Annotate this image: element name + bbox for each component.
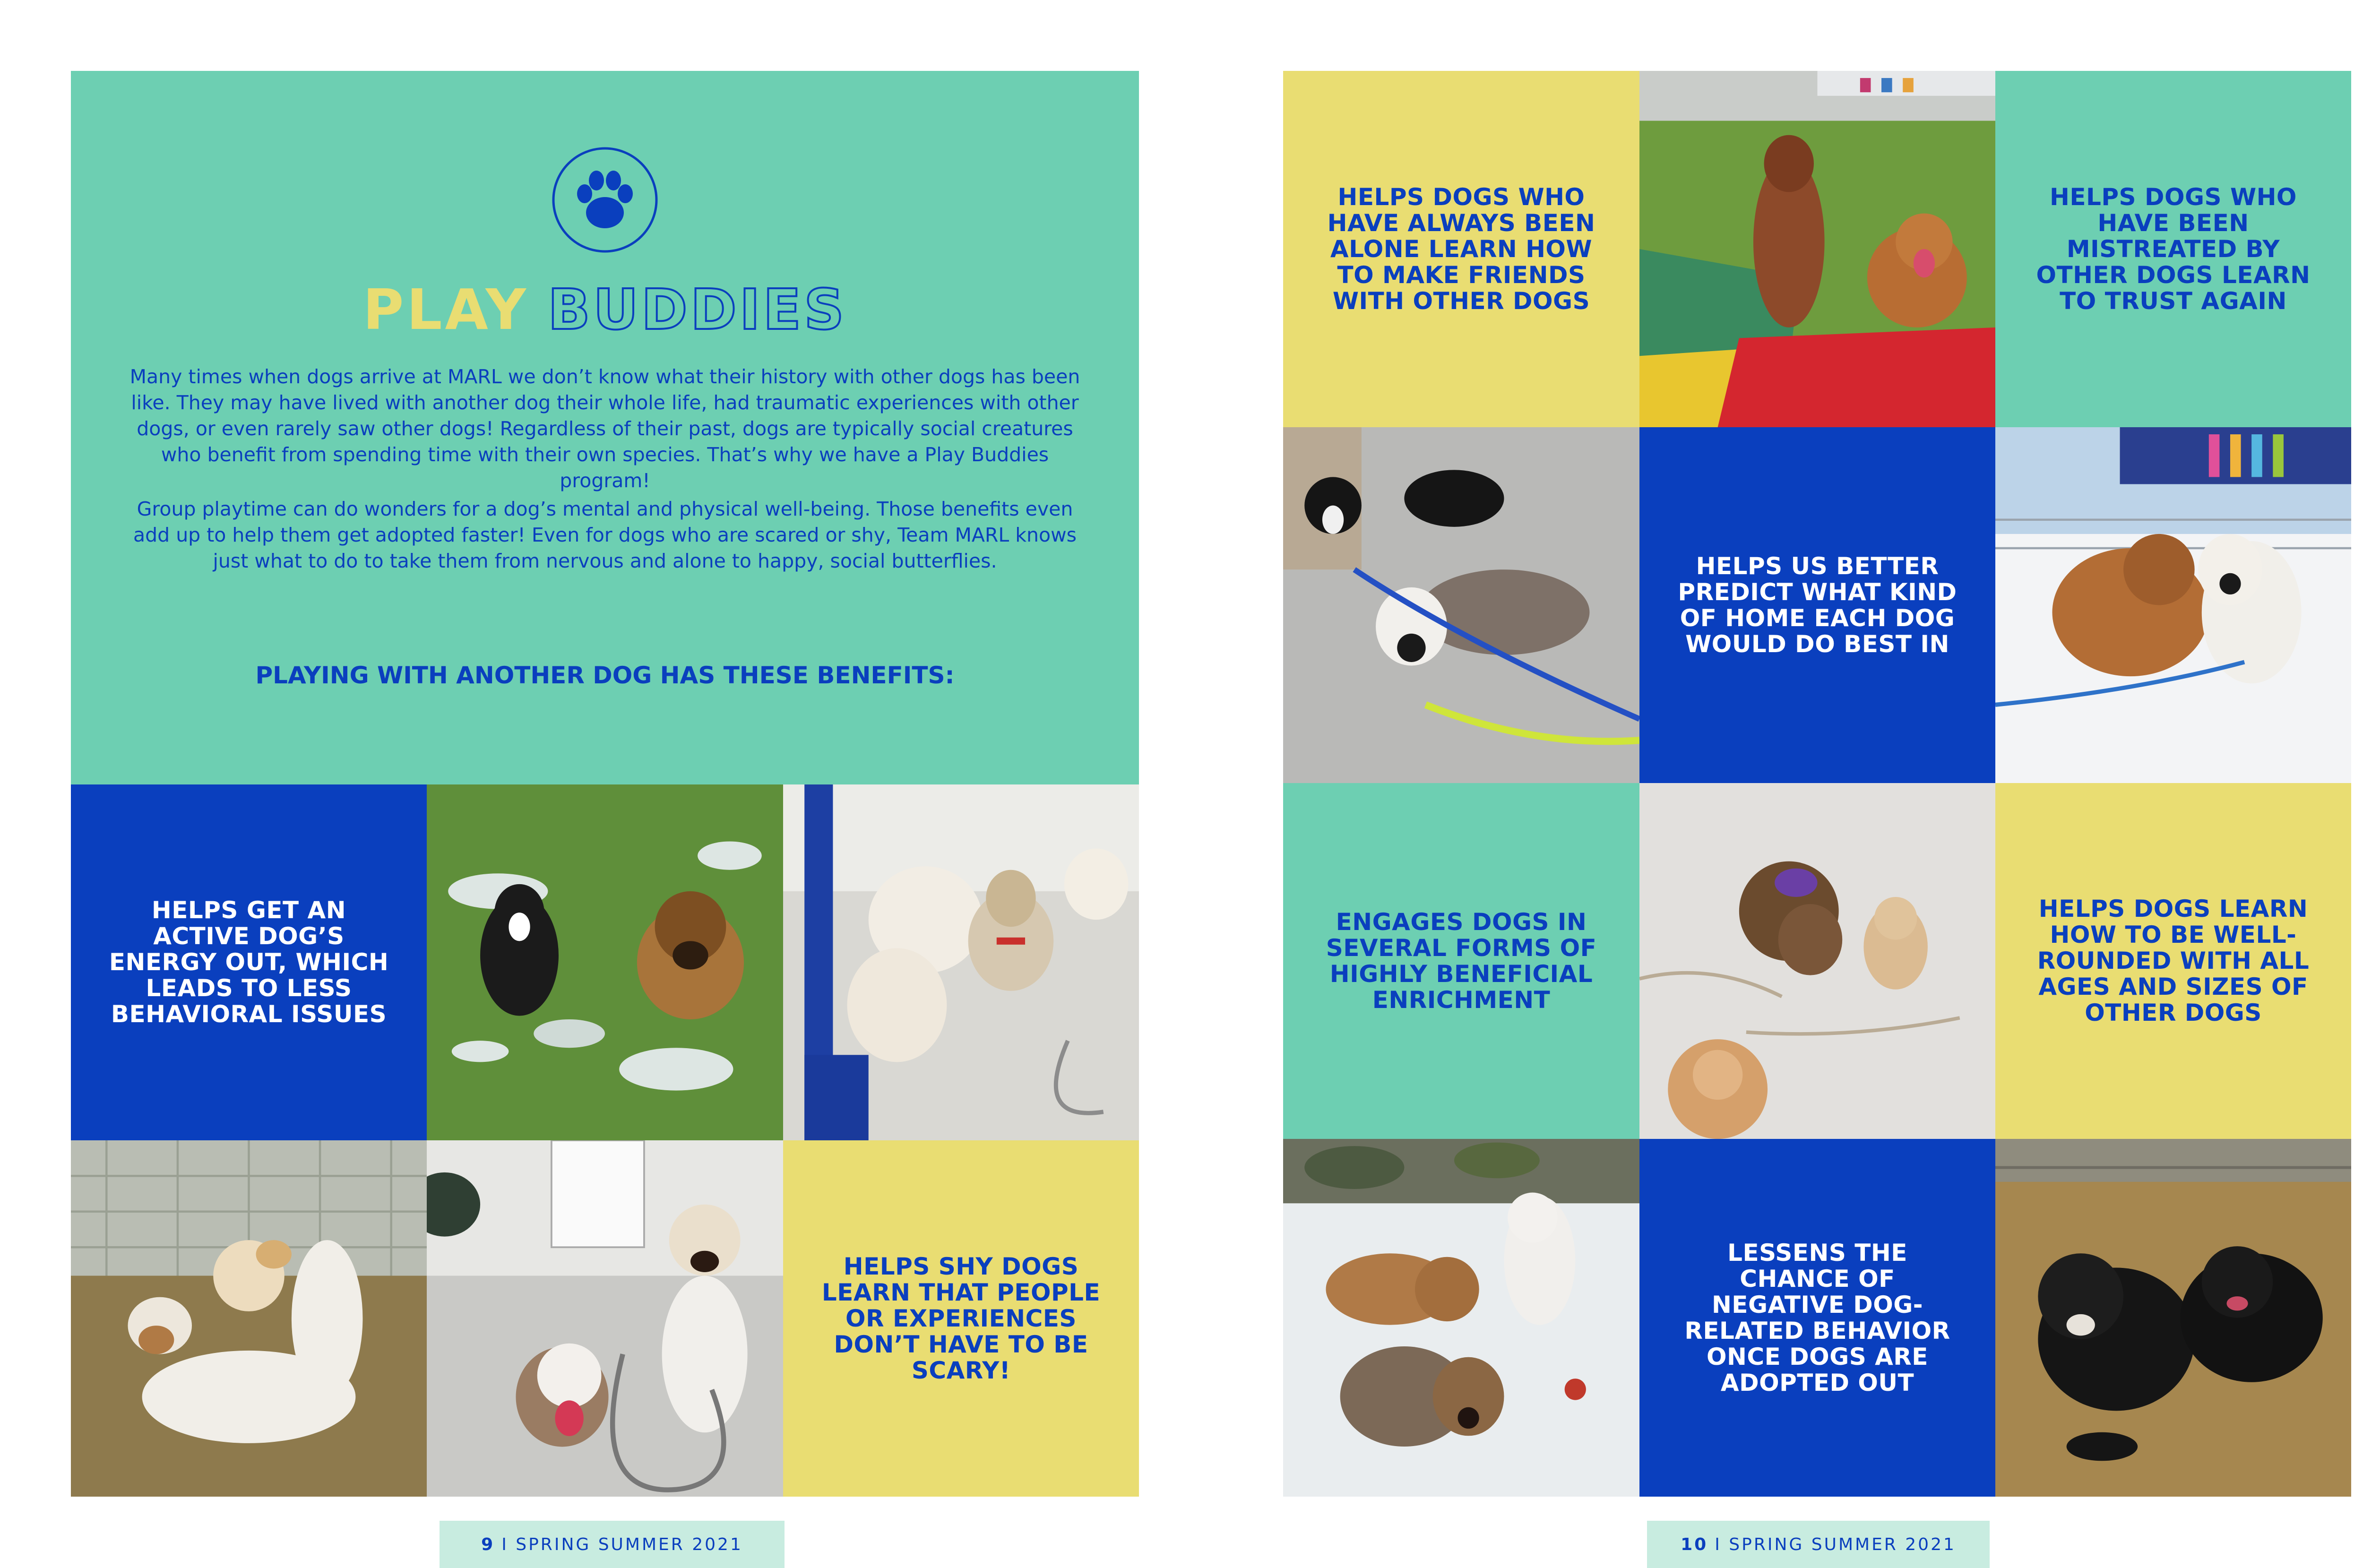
dogs-in-snow-photo (1995, 427, 2351, 783)
benefit-tile-enrichment: ENGAGES DOGS IN SEVERAL FORMS OF HIGHLY BENEFICIAL ENRICHMENT (1283, 783, 1639, 1139)
paw-print-icon (552, 146, 658, 253)
benefit-tile-shy-dogs: HELPS SHY DOGS LEARN THAT PEOPLE OR EXPERIENCES DON’T HAVE TO BE SCARY! (783, 1140, 1139, 1497)
page-title (71, 279, 1139, 340)
title-word-play: PLAY (362, 277, 529, 342)
benefits-heading: PLAYING WITH ANOTHER DOG HAS THESE BENEFITS: (255, 662, 955, 689)
title-word-buddies: BUDDIES (548, 277, 847, 342)
benefit-tile-predict-home: HELPS US BETTER PREDICT WHAT KIND OF HOME EACH DOG WOULD DO BEST IN (1639, 427, 1995, 783)
page-number: 10 (1681, 1534, 1708, 1554)
benefit-tile-trust-again: HELPS DOGS WHO HAVE BEEN MISTREATED BY OTHER DOGS LEARN TO TRUST AGAIN (1995, 71, 2351, 427)
page-number: 9 (481, 1534, 495, 1554)
two-dogs-on-grass-photo (427, 784, 783, 1140)
benefit-tile-negative-behavior: LESSENS THE CHANCE OF NEGATIVE DOG-RELATED BEHAVIOR ONCE DOGS ARE ADOPTED OUT (1639, 1139, 1995, 1497)
dogs-on-leashes-pavement-photo (1283, 427, 1639, 783)
fluffy-dogs-indoors-photo (783, 784, 1139, 1140)
benefit-tile-well-rounded: HELPS DOGS LEARN HOW TO BE WELL-ROUNDED WITH ALL AGES AND SIZES OF OTHER DOGS (1995, 783, 2351, 1139)
dogs-running-in-snow-photo (1283, 1139, 1639, 1497)
benefit-tile-make-friends: HELPS DOGS WHO HAVE ALWAYS BEEN ALONE LEARN HOW TO MAKE FRIENDS WITH OTHER DOGS (1283, 71, 1639, 427)
footer-right (1647, 1521, 1990, 1568)
dogs-wrestling-on-dirt-photo (71, 1140, 427, 1497)
intro-paragraph-2: Group playtime can do wonders for a dog’s mental and physical well-being. Those benefits even add up to help them get adopted faster! Even for dogs who are scared or shy, Team MARL knows just what to do to take them from nervous and alone to happy, social butterflies. (133, 498, 1077, 572)
intro-panel (71, 71, 1139, 784)
footer-text: I SPRING SUMMER 2021 (501, 1534, 743, 1554)
footer-text: I SPRING SUMMER 2021 (1715, 1534, 1956, 1554)
black-dogs-on-grass-photo (1995, 1139, 2351, 1497)
footer-left (440, 1521, 785, 1568)
dogs-on-play-equipment-photo (1639, 71, 1995, 427)
intro-paragraph-1: Many times when dogs arrive at MARL we don’t know what their history with other dogs has been like. They may have lived with another dog their whole life, had traumatic experiences with other dogs, or even rarely saw other dogs! Regardless of their past, dogs are typically social creatures who benefit from spending time with their own species. That’s why we have a Play Buddies program! (129, 365, 1080, 492)
benefit-tile-energy: HELPS GET AN ACTIVE DOG’S ENERGY OUT, WHICH LEADS TO LESS BEHAVIORAL ISSUES (71, 784, 427, 1140)
puppies-indoors-photo (1639, 783, 1995, 1139)
dogs-on-leashes-indoors-photo (427, 1140, 783, 1497)
